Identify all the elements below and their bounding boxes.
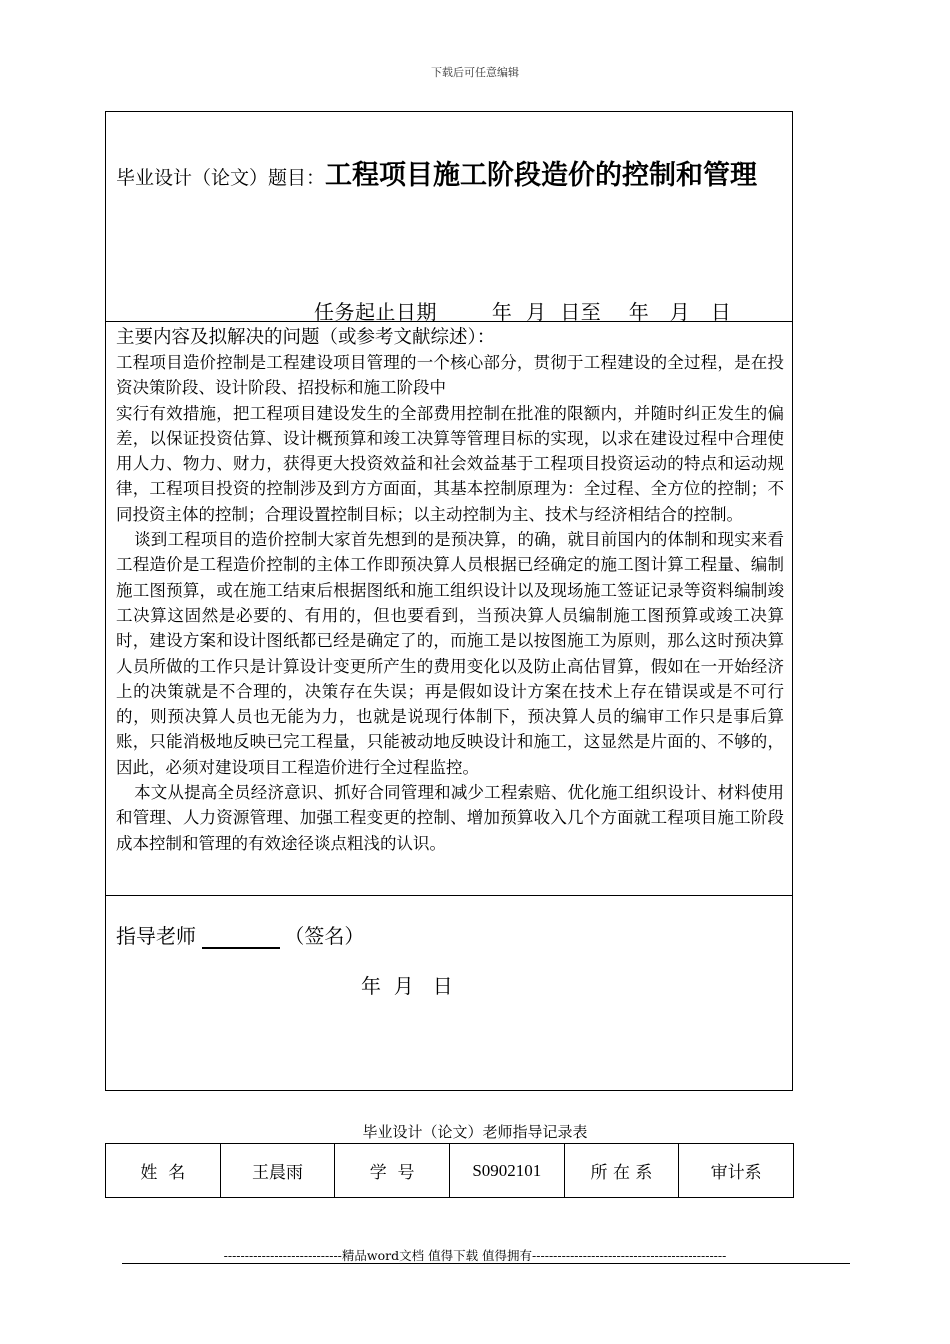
content-cell [106, 322, 792, 896]
name-label-cell: 姓 名 [106, 1144, 221, 1198]
content-paragraph: 工程项目造价控制是工程建设项目管理的一个核心部分，贯彻于工程建设的全过程，是在投资决策阶段、设计阶段、招投标和施工阶段中 [116, 353, 784, 398]
student-id-value-cell: S0902101 [449, 1144, 564, 1198]
task-form-table [105, 111, 793, 1091]
department-value-cell: 审计系 [679, 1144, 794, 1198]
record-table [105, 1143, 794, 1198]
page-header: 下载后可任意编辑 [431, 66, 519, 79]
page-footer: ----------------------------精品word文档 值得下载 值得拥有---------------------------------------------- [223, 1248, 727, 1263]
department-label-cell: 所 在 系 [564, 1144, 679, 1198]
advisor-signature-line [116, 920, 364, 949]
signature-date: 年 月 日 [361, 974, 453, 998]
name-value-cell: 王晨雨 [220, 1144, 335, 1198]
thesis-title-line [116, 150, 786, 204]
content-paragraph: 实行有效措施，把工程项目建设发生的全部费用控制在批准的限额内，并随时纠正发生的偏差，以保证投资估算、设计概预算和竣工决算等管理目标的实现，以求在建设过程中合理使用人力、物力、财力，获得更大投资效益和社会效益基于工程项目投资运动的特点和运动规律，工程项目投资的控制涉及到方方面面，其基本控制原理为：全过程、全方位的控制；不同投资主体的控制；合理设置控制目标；以主动控制为主、技术与经济相结合的控制。 [116, 403, 784, 524]
record-table-title: 毕业设计（论文）老师指导记录表 [362, 1123, 588, 1141]
signature-cell [106, 896, 792, 1091]
content-paragraph: 谈到工程项目的造价控制大家首先想到的是预决算，的确，就目前国内的体制和现实来看工程造价是工程造价控制的主体工作即预决算人员根据已经确定的施工图计算工程量、编制施工图预算，或在施工结束后根据图纸和施工组织设计以及现场施工签证记录等资料编制竣工决算这固然是必要的、有用的，但也要看到，当预决算人员编制施工图预算或竣工决算时，建设方案和设计图纸都已经是确定了的，而施工是以按图施工为原则，那么这时预决算人员所做的工作只是计算设计变更所产生的费用变化以及防止高估冒算，假如在一开始经济上的决策就是不合理的，决策存在失误；再是假如设计方案在技术上存在错误或是不可行的，则预决算人员也无能为力，也就是说现行体制下，预决算人员的编审工作只是事后算账，只能消极地反映已完工程量，只能被动地反映设计和施工，这显然是片面的、不够的，因此，必须对建设项目工程造价进行全过程监控。 [116, 530, 784, 777]
table-row [106, 1144, 794, 1198]
footer-divider [122, 1263, 850, 1264]
content-paragraph: 本文从提高全员经济意识、抓好合同管理和减少工程索赔、优化施工组织设计、材料使用和管理、人力资源管理、加强工程变更的控制、增加预算收入几个方面就工程项目施工阶段成本控制和管理的有效途径谈点粗浅的认识。 [116, 783, 784, 853]
advisor-label: 指导老师 [116, 924, 196, 948]
title-label: 毕业设计（论文）题目： [116, 167, 326, 189]
thesis-title: 工程项目施工阶段造价的控制和管理 [325, 160, 758, 191]
student-id-label-cell: 学 号 [335, 1144, 450, 1198]
sign-label: （签名） [284, 924, 365, 948]
content-heading: 主要内容及拟解决的问题（或参考文献综述）： [116, 327, 496, 348]
signature-blank[interactable] [202, 927, 280, 949]
task-date-range: 任务起止日期 年 月 日至 年 月 日 [314, 300, 732, 324]
title-cell [106, 112, 792, 322]
